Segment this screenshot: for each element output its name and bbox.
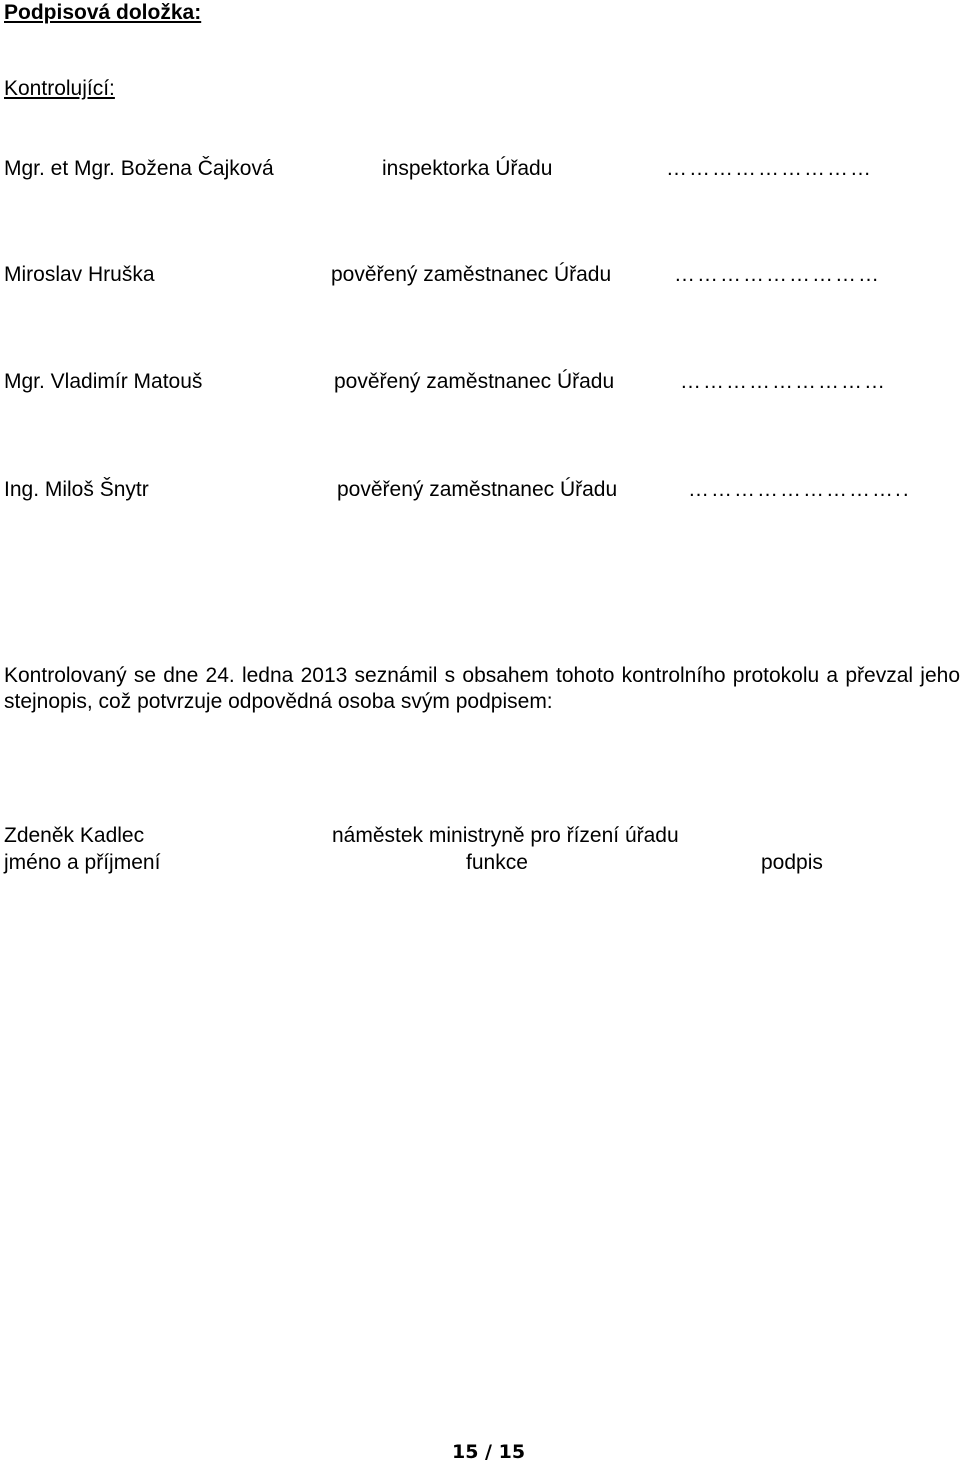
- inspector-signature-line: ………………………..: [688, 478, 911, 501]
- inspector-name: Mgr. Vladimír Matouš: [4, 370, 203, 393]
- inspectors-label: Kontrolující:: [4, 77, 115, 100]
- name-caption: jméno a příjmení: [4, 851, 161, 874]
- function-caption: funkce: [466, 851, 528, 874]
- acknowledgement-statement: Kontrolovaný se dne 24. ledna 2013 seznámil s obsahem tohoto kontrolního protokolu a převzal jeho stejnopis, což potvrzuje odpovědná osoba svým podpisem:: [4, 664, 960, 713]
- inspector-signature-line: ………………………: [674, 263, 881, 286]
- signature-caption: podpis: [761, 851, 823, 874]
- inspector-name: Miroslav Hruška: [4, 263, 155, 286]
- inspector-signature-line: ………………………: [680, 370, 887, 393]
- page-number: 15 / 15: [452, 1441, 526, 1463]
- inspector-role: pověřený zaměstnanec Úřadu: [334, 370, 615, 393]
- signatory-function: náměstek ministryně pro řízení úřadu: [332, 824, 679, 847]
- inspector-name: Ing. Miloš Šnytr: [4, 478, 149, 501]
- inspector-role: pověřený zaměstnanec Úřadu: [331, 263, 612, 286]
- inspector-signature-line: ………………………: [666, 157, 873, 180]
- section-heading: Podpisová doložka:: [4, 1, 202, 24]
- inspector-role: inspektorka Úřadu: [382, 157, 553, 180]
- signatory-name: Zdeněk Kadlec: [4, 824, 145, 847]
- inspector-name: Mgr. et Mgr. Božena Čajková: [4, 157, 274, 180]
- inspector-role: pověřený zaměstnanec Úřadu: [337, 478, 618, 501]
